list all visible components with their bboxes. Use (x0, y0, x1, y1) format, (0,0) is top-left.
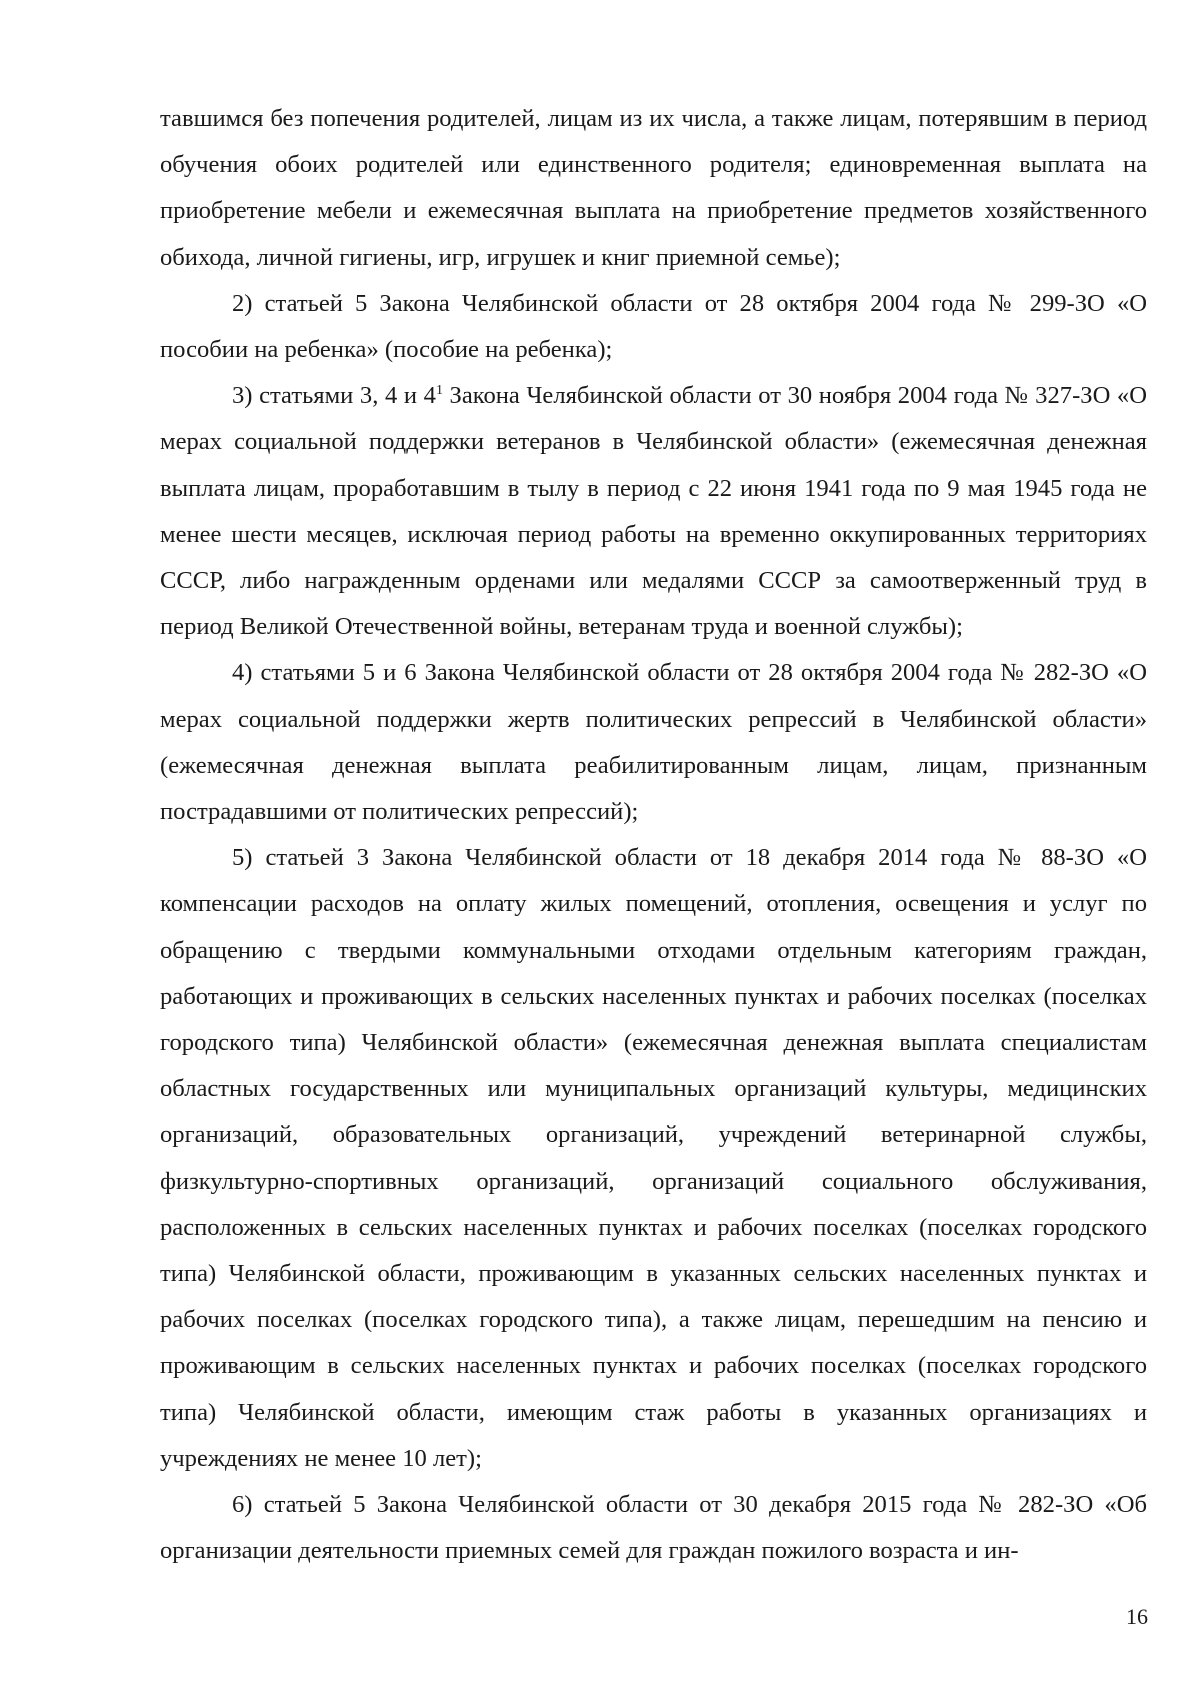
paragraph-continuation: тавшимся без попечения родителей, лицам из их числа, а также лицам, потерявшим в период обучения обоих родителей или единственного родителя; единовременная выплата на приобретение мебели и ежемесячная выплата на приобретение предметов хозяйственного обихода, личной гигиены, игр, игрушек и книг приемной семье); (160, 105, 1147, 271)
superscript-marker: 1 (435, 383, 443, 399)
paragraph-item-3-rest: Закона Челябинской области от 30 ноября 2004 года № 327-ЗО «О мерах социальной поддержки ветеранов в Челябинской области» (ежемесячная денежная выплата лицам, проработавшим в тылу в период с 22 июня 1941 года по 9 мая 1945 года не менее шести месяцев, исключая период работы на временно оккупированных территориях СССР, либо награжденным орденами или медалями СССР за самоотверженный труд в период Великой Отечественной войны, ветеранам труда и военной службы); (160, 382, 1147, 641)
paragraph-item-3 (160, 373, 1147, 650)
paragraph-item-6: 6) статьей 5 Закона Челябинской области от 30 декабря 2015 года № 282-ЗО «Об организации деятельности приемных семей для граждан пожилого возраста и ин- (160, 1491, 1147, 1565)
paragraph-item-2: 2) статьей 5 Закона Челябинской области от 28 октября 2004 года № 299-ЗО «О пособии на ребенка» (пособие на ребенка); (160, 289, 1147, 364)
page-number: 16 (1126, 1604, 1148, 1629)
paragraph-item-5: 5) статьей 3 Закона Челябинской области от 18 декабря 2014 года № 88-ЗО «О компенсации расходов на оплату жилых помещений, отопления, освещения и услуг по обращению с твердыми коммунальными отходами отдельным категориям граждан, работающих и проживающих в сельских населенных пунктах и рабочих поселках (поселках городского типа) Челябинской области» (ежемесячная денежная выплата специалистам областных государственных или муниципальных организаций культуры, медицинских организаций, образовательных организаций, учреждений ветеринарной службы, физкультурно-спортивных организаций, организаций социального обслуживания, расположенных в сельских населенных пунктах и рабочих поселках (поселках городского типа) Челябинской области, проживающим в указанных сельских населенных пунктах и рабочих поселках (поселках городского типа), а также лицам, перешедшим на пенсию и проживающим в сельских населенных пунктах и рабочих поселках (поселках городского типа) Челябинской области, имеющим стаж работы в указанных организациях и учреждениях не менее 10 лет); (160, 844, 1147, 1472)
paragraph-item-4: 4) статьями 5 и 6 Закона Челябинской области от 28 октября 2004 года № 282-ЗО «О мерах социальной поддержки жертв политических репрессий в Челябинской области» (ежемесячная денежная выплата реабилитированным лицам, лицам, признанным пострадавшими от политических репрессий); (160, 659, 1147, 826)
paragraph-item-3-lead: 3) статьями 3, 4 и 4 (232, 382, 436, 410)
document-body (160, 96, 1147, 1575)
